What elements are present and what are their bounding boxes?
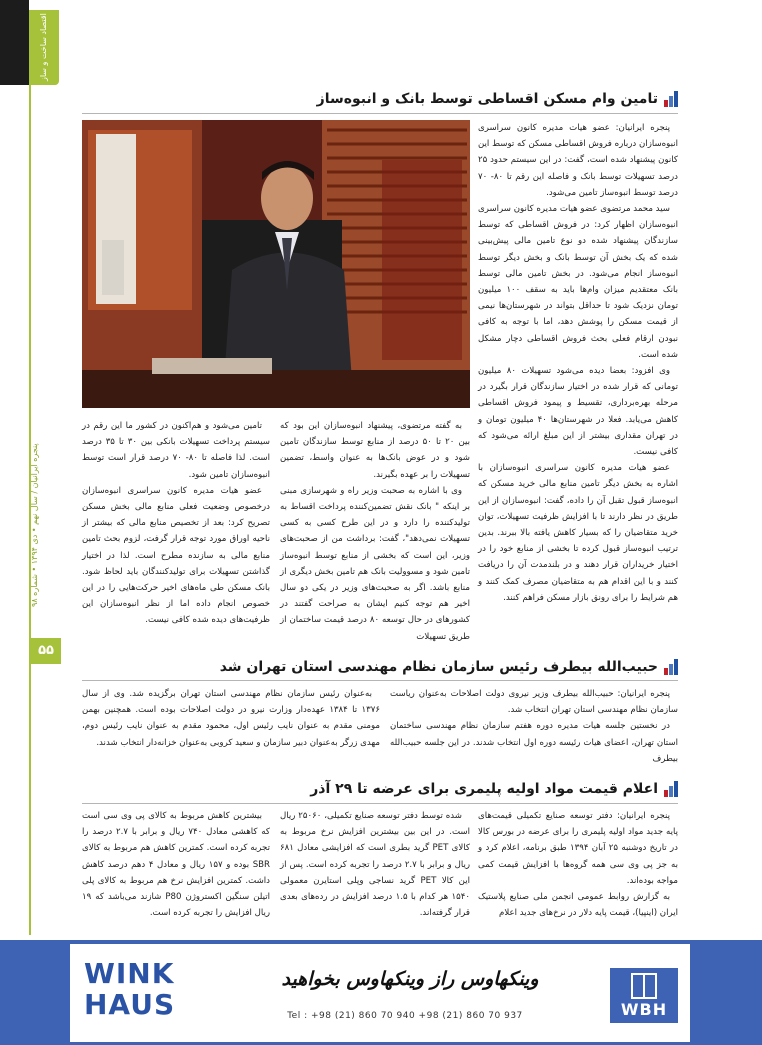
- article3-rule: [82, 803, 678, 804]
- paragraph: بیشترین کاهش مربوط به کالای پی وی سی است که کاهشی معادل ۷۴۰ ریال و برابر با ۲.۷ درصد را تجربه کرده است. کمترین کاهش هم مربوط به کالای SBR بوده و ۱۵۷ ریال و معادل ۴ دهم درصد کاهش داشت. کمترین افزایش نرخ هم مربوط به کالای پلی اتیلن سنگین اکستروژن P80 شازند می‌باشد که ۱۹ ریال افزایش را تجربه کرده است.: [82, 811, 271, 919]
- wbh-label: WBH: [620, 1000, 668, 1019]
- article1-column-left: [82, 418, 270, 629]
- paragraph: پنجره ایرانیان: دفتر توسعه صنایع تکمیلی قیمت‌های پایه جدید مواد اولیه پلیمری را برای عرضه در بورس کالا در تاریخ دوشنبه ۲۵ آبان ۱۳۹۴ طبق برنامه، اعلام کرد و به جز پی وی سی همه گروه‌ها با افزایش قیمت کمی مواجه بوده‌اند.: [478, 811, 678, 886]
- paragraph: به گفته مرتضوی، پیشنهاد انبوه‌سازان این بود که بین ۲۰ تا ۵۰ درصد از منابع توسط سازندگان تامین شود و در عوض بانک‌ها به عنوان واسط، تضمین تسهیلات را بر عهده بگیرند.: [280, 421, 471, 480]
- section-tab: [29, 10, 59, 85]
- article1-column-right: [478, 120, 678, 606]
- article3-title: اعلام قیمت مواد اولیه پلیمری برای عرضه تا ۲۹ آذر: [310, 781, 658, 797]
- paragraph: شده توسط دفتر توسعه صنایع تکمیلی، ۲۵۰۶۰ ریال است. در این بین بیشترین افزایش نرخ مربوط به کالای PET گرید بطری است که افزایشی معادل ۶۸۱ ریال و برابر با ۲.۷ درصد را تجربه کرده است. پس از این کالا PET گرید نساجی وپلی استایرن معمولی ۱۵۴۰ هر کدام با ۱.۵ درصد افزایش در رده‌های بعدی قرار گرفته‌اند.: [280, 811, 470, 919]
- paragraph: وی با اشاره به صحبت وزیر راه و شهرسازی مبنی بر اینکه " بانک نقش تضمین‌کننده پرداخت اقساط به تولیدکننده را دارد و در این طرح کسی به کسی تسهیلات نمی‌دهد"، گفت: برداشت من از صحبت‌های وزیر، این است که بخشی از منابع توسط انبوه‌ساز تامین شود و مسوولیت بانک هم تامین بخش دیگری از منابع باشد. اگر به صحبت‌های وزیر در یکی دو سال اخیر هم توجه کنیم ایشان به صراحت گفتند در کشورهای در حال توسعه ۸۰ درصد قیمت ساختمان از طریق تسهیلات: [280, 485, 470, 642]
- window-icon: [610, 972, 678, 1002]
- article3-column-middle: [280, 808, 470, 921]
- article1-heading: [317, 91, 678, 107]
- magazine-meta: پنجره ایرانیان / سال نهم • دی ۱۳۹۴ • شماره ۹۸: [30, 443, 39, 607]
- paragraph: در نخستین جلسه هیات مدیره دوره هفتم سازمان نظام مهندسی ساختمان استان تهران، اعضای هیات رئیسه دوره اول انتخاب شدند. در این جلسه حبیب‌الله بیطرف: [390, 721, 678, 764]
- paragraph: عضو هیات مدیره کانون سراسری انبوه‌سازان با اشاره به بخش دیگر تامین منابع مالی خرید مسکن که انبوه‌ساز قبول تقبل آن را داده، گفت: انبوه‌سازان از این طریق در نظر دارند تا با افزایش ظرفیت تسهیلات، توان خرید متقاضیان را که بسیار کاهش یافته بالا ببرند. بدین ترتیب انبوه‌ساز قبول کرده تا بخشی از منابع خود را در اختیار خریداران قرار دهند و در بلندمدت آن را دریافت کنند و با این اقدام هم به متقاضیان مصرف کمک کنند و هم شرایط را برای رونق بازار مسکن فراهم کنند.: [478, 463, 678, 603]
- article3-column-left: [82, 808, 270, 921]
- section-label: اقتصاد ساخت و ساز: [39, 13, 48, 82]
- paragraph: وی افزود: بعضا دیده می‌شود تسهیلات ۸۰ میلیون تومانی که قرار شده در اختیار سازندگان قرار بگیرد در مرحله بهره‌برداری، تقسیط و پیمود فروش اقساطی کاهش می‌یابد. فعلا در شهرستان‌ها ۴۰ میلیون تومان و در تهران مقداری بیشتر از این مبلغ ارائه می‌شود که کافی نیست.: [478, 366, 678, 458]
- article1-title: تامین وام مسکن اقساطی توسط بانک و انبوه‌ساز: [316, 91, 658, 107]
- wbh-logo: [610, 968, 678, 1023]
- bar-chart-icon: [664, 659, 678, 675]
- article1-rule: [82, 113, 678, 114]
- article2-rule: [82, 680, 678, 681]
- article3-column-right: [478, 808, 678, 921]
- paragraph: سید محمد مرتضوی عضو هیات مدیره کانون سراسری انبوه‌سازان اظهار کرد: در فروش اقساطی که توسط سازندگان پیشنهاد شده دو نوع تامین مالی پیش‌بینی شده که یک بخش آن توسط بانک و بخش دیگر توسط انبوه‌ساز انجام می‌شود. در بخش تامین مالی توسط بانک معتقدیم میزان وام‌ها باید به سقف ۱۰۰ میلیون تومان نزدیک شود تا حداقل بتواند در شهرستان‌ها نیمی از قیمت مسکن را پوشش دهد، اما با توجه به کافی نبودن ارقام فعلی بحث فروش اقساطی دچار مشکل شده است.: [478, 204, 678, 360]
- ad-phone-numbers: Tel : +98 (21) 860 70 940 +98 (21) 860 70 937: [287, 1011, 523, 1021]
- article3-heading: [310, 781, 678, 797]
- article2-column-right: [390, 686, 678, 767]
- paragraph: عضو هیات مدیره کانون سراسری انبوه‌سازان درخصوص وضعیت فعلی منابع مالی بخش مسکن تصریح کرد: بعد از تخصیص منابع مالی که بیشتر از ناحیه اوراق مورد توجه قرار گرفت، لزوم بحث تامین منابع مالی به سازنده مطرح است. لذا در اختیار گذاشتن تسهیلات برای تولیدکنندگان باید لحاظ شود. بانک مسکن طی ماه‌های اخیر حرکت‌هایی را در این خصوص انجام داده اما از نظر انبوه‌سازان این ظرفیت‌های دیده شده کافی نیست.: [82, 485, 270, 626]
- paragraph: پنجره ایرانیان: عضو هیات مدیره کانون سراسری انبوه‌سازان درباره فروش اقساطی مسکن که توسط این کانون پیشنهاد شده است، گفت: در این سیستم حدود ۲۵ درصد تسهیلات توسط بانک و فاصله این رقم تا ۸۰- ۷۰ درصد توسط انبوه‌ساز تامین می‌شود.: [478, 123, 678, 198]
- paragraph: به گزارش روابط عمومی انجمن ملی صنایع پلاستیک ایران (اینپیا)، قیمت پایه دلار در نرخ‌های جدید اعلام: [478, 892, 678, 919]
- article2-column-left: [82, 686, 380, 751]
- page-number: ۵۵: [31, 638, 61, 664]
- portrait-image: [82, 120, 470, 408]
- bar-chart-icon: [664, 91, 678, 107]
- interview-photo: [82, 120, 470, 408]
- winkhaus-logo: WINK HAUS: [84, 957, 176, 1021]
- bar-chart-icon: [664, 781, 678, 797]
- paragraph: به‌عنوان رئیس سازمان نظام مهندسی استان تهران برگزیده شد. وی از سال ۱۳۷۶ تا ۱۳۸۴ عهده‌دار وزارت نیرو در دولت اصلاحات بوده است. همچنین بهمن مومنی مقدم به عنوان نایب رئیس اول، محمود مقدم به عنوان نایب رئیس دوم، مهدی زرگر به‌عنوان دبیر سازمان و سعید کروبی به‌عنوان خزانه‌دار انتخاب شدند.: [82, 689, 380, 748]
- article2-title: حبیب‌الله بیطرف رئیس سازمان نظام مهندسی استان تهران شد: [219, 659, 658, 675]
- paragraph: پنجره ایرانیان: حبیب‌الله بیطرف وزیر نیروی دولت اصلاحات به‌عنوان ریاست سازمان نظام مهندسی استان تهران انتخاب شد.: [390, 689, 678, 716]
- ad-slogan: وینکهاوس راز وینکهاوس بخواهید: [281, 968, 539, 990]
- article2-heading: [220, 659, 678, 675]
- paragraph: تامین می‌شود و هم‌اکنون در کشور ما این رقم در سیستم پرداخت تسهیلات بانکی بین ۳۰ تا ۳۵ درصد است. لذا فاصله تا ۸۰- ۷۰ درصد قرار است توسط انبوه‌سازان تامین شود.: [82, 421, 270, 480]
- corner-black-block: [0, 0, 29, 85]
- article1-column-middle: [280, 418, 470, 645]
